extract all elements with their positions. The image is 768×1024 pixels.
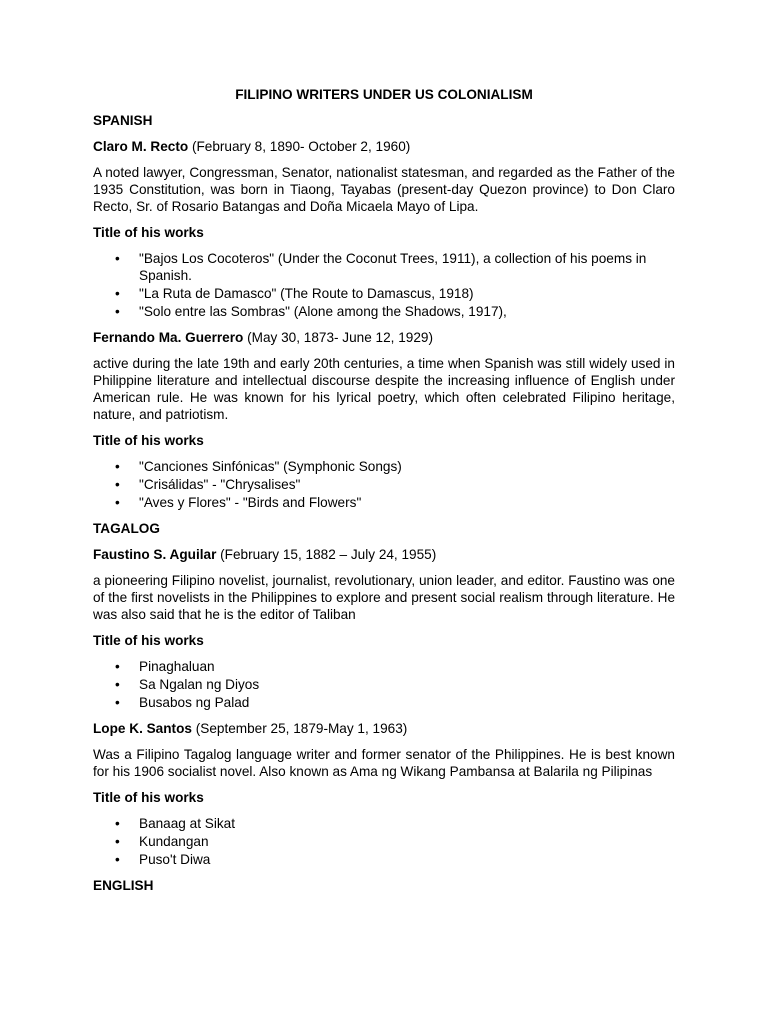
list-item xyxy=(93,694,675,711)
works-list xyxy=(93,458,675,511)
works-list xyxy=(93,815,675,868)
section-english xyxy=(93,877,675,894)
bullet-icon: • xyxy=(115,495,120,510)
works-label: Title of his works xyxy=(93,633,204,648)
list-item xyxy=(93,494,675,511)
work-title: Kundangan xyxy=(139,834,209,849)
list-item xyxy=(93,676,675,693)
work-title: "Canciones Sinfónicas" (Symphonic Songs) xyxy=(139,459,402,474)
list-item xyxy=(93,476,675,493)
works-label: Title of his works xyxy=(93,790,204,805)
list-item xyxy=(93,458,675,475)
writer-header xyxy=(93,720,675,737)
bullet-icon: • xyxy=(115,852,120,867)
work-title: "Solo entre las Sombras" (Alone among the Shadows, 1917), xyxy=(139,304,507,319)
bullet-icon: • xyxy=(115,816,120,831)
work-title: Sa Ngalan ng Diyos xyxy=(139,677,260,692)
writer-faustino-aguilar xyxy=(93,546,675,711)
section-heading: ENGLISH xyxy=(93,878,154,893)
bullet-icon: • xyxy=(115,834,120,849)
section-heading: SPANISH xyxy=(93,113,153,128)
works-list xyxy=(93,250,675,320)
section-spanish xyxy=(93,112,675,511)
bullet-icon: • xyxy=(115,477,120,492)
list-item xyxy=(93,833,675,850)
works-list xyxy=(93,658,675,711)
work-title: "Aves y Flores" - "Birds and Flowers" xyxy=(139,495,362,510)
work-title: "Crisálidas" - "Chrysalises" xyxy=(139,477,301,492)
bullet-icon: • xyxy=(115,459,120,474)
writer-bio: active during the late 19th and early 20th centuries, a time when Spanish was still widely used in Philippine literature and intellectual discourse despite the increasing influence of English under American rule. He was known for his lyrical poetry, which often celebrated Filipino heritage, nature, and patriotism. xyxy=(93,356,675,422)
writer-dates: (September 25, 1879-May 1, 1963) xyxy=(191,721,408,736)
list-item xyxy=(93,658,675,675)
list-item xyxy=(93,815,675,832)
work-title: Banaag at Sikat xyxy=(139,816,235,831)
writer-name: Lope K. Santos xyxy=(93,721,192,736)
bullet-icon: • xyxy=(115,659,120,674)
writer-name: Faustino S. Aguilar xyxy=(93,547,217,562)
writer-name: Fernando Ma. Guerrero xyxy=(93,330,244,345)
list-item xyxy=(93,250,675,284)
writer-dates: (February 15, 1882 – July 24, 1955) xyxy=(216,547,437,562)
bullet-icon: • xyxy=(115,286,120,301)
writer-bio: a pioneering Filipino novelist, journalist, revolutionary, union leader, and editor. Faustino was one of the first novelists in the Philippines to explore and present social realism through literature. He was also said that he is the editor of Taliban xyxy=(93,573,675,622)
works-label: Title of his works xyxy=(93,433,204,448)
writer-dates: (May 30, 1873- June 12, 1929) xyxy=(243,330,434,345)
writer-header xyxy=(93,329,675,346)
writer-claro-recto xyxy=(93,138,675,320)
list-item xyxy=(93,851,675,868)
list-item xyxy=(93,285,675,302)
writer-dates: (February 8, 1890- October 2, 1960) xyxy=(188,139,411,154)
writer-name: Claro M. Recto xyxy=(93,139,189,154)
work-title: Pinaghaluan xyxy=(139,659,215,674)
writer-bio: A noted lawyer, Congressman, Senator, nationalist statesman, and regarded as the Father of the 1935 Constitution, was born in Tiaong, Tayabas (present-day Quezon province) to Don Claro Recto, Sr. of Rosario Batangas and Doña Micaela Mayo of Lipa. xyxy=(93,165,675,214)
work-title: Puso't Diwa xyxy=(139,852,211,867)
bullet-icon: • xyxy=(115,304,120,319)
writer-header xyxy=(93,546,675,563)
work-title: "La Ruta de Damasco" (The Route to Damascus, 1918) xyxy=(139,286,474,301)
writer-header xyxy=(93,138,675,155)
writer-bio: Was a Filipino Tagalog language writer and former senator of the Philippines. He is best known for his 1906 socialist novel. Also known as Ama ng Wikang Pambansa at Balarila ng Pilipinas xyxy=(93,747,675,779)
works-label: Title of his works xyxy=(93,225,204,240)
document-page xyxy=(93,86,675,903)
work-title: "Bajos Los Cocoteros" (Under the Coconut Trees, 1911), a collection of his poems in Spanish. xyxy=(139,251,647,283)
work-title: Busabos ng Palad xyxy=(139,695,250,710)
section-heading: TAGALOG xyxy=(93,521,160,536)
document-title: FILIPINO WRITERS UNDER US COLONIALISM xyxy=(235,87,533,102)
section-tagalog xyxy=(93,520,675,868)
bullet-icon: • xyxy=(115,677,120,692)
writer-fernando-guerrero xyxy=(93,329,675,511)
bullet-icon: • xyxy=(115,251,120,266)
list-item xyxy=(93,303,675,320)
writer-lope-santos xyxy=(93,720,675,868)
bullet-icon: • xyxy=(115,695,120,710)
